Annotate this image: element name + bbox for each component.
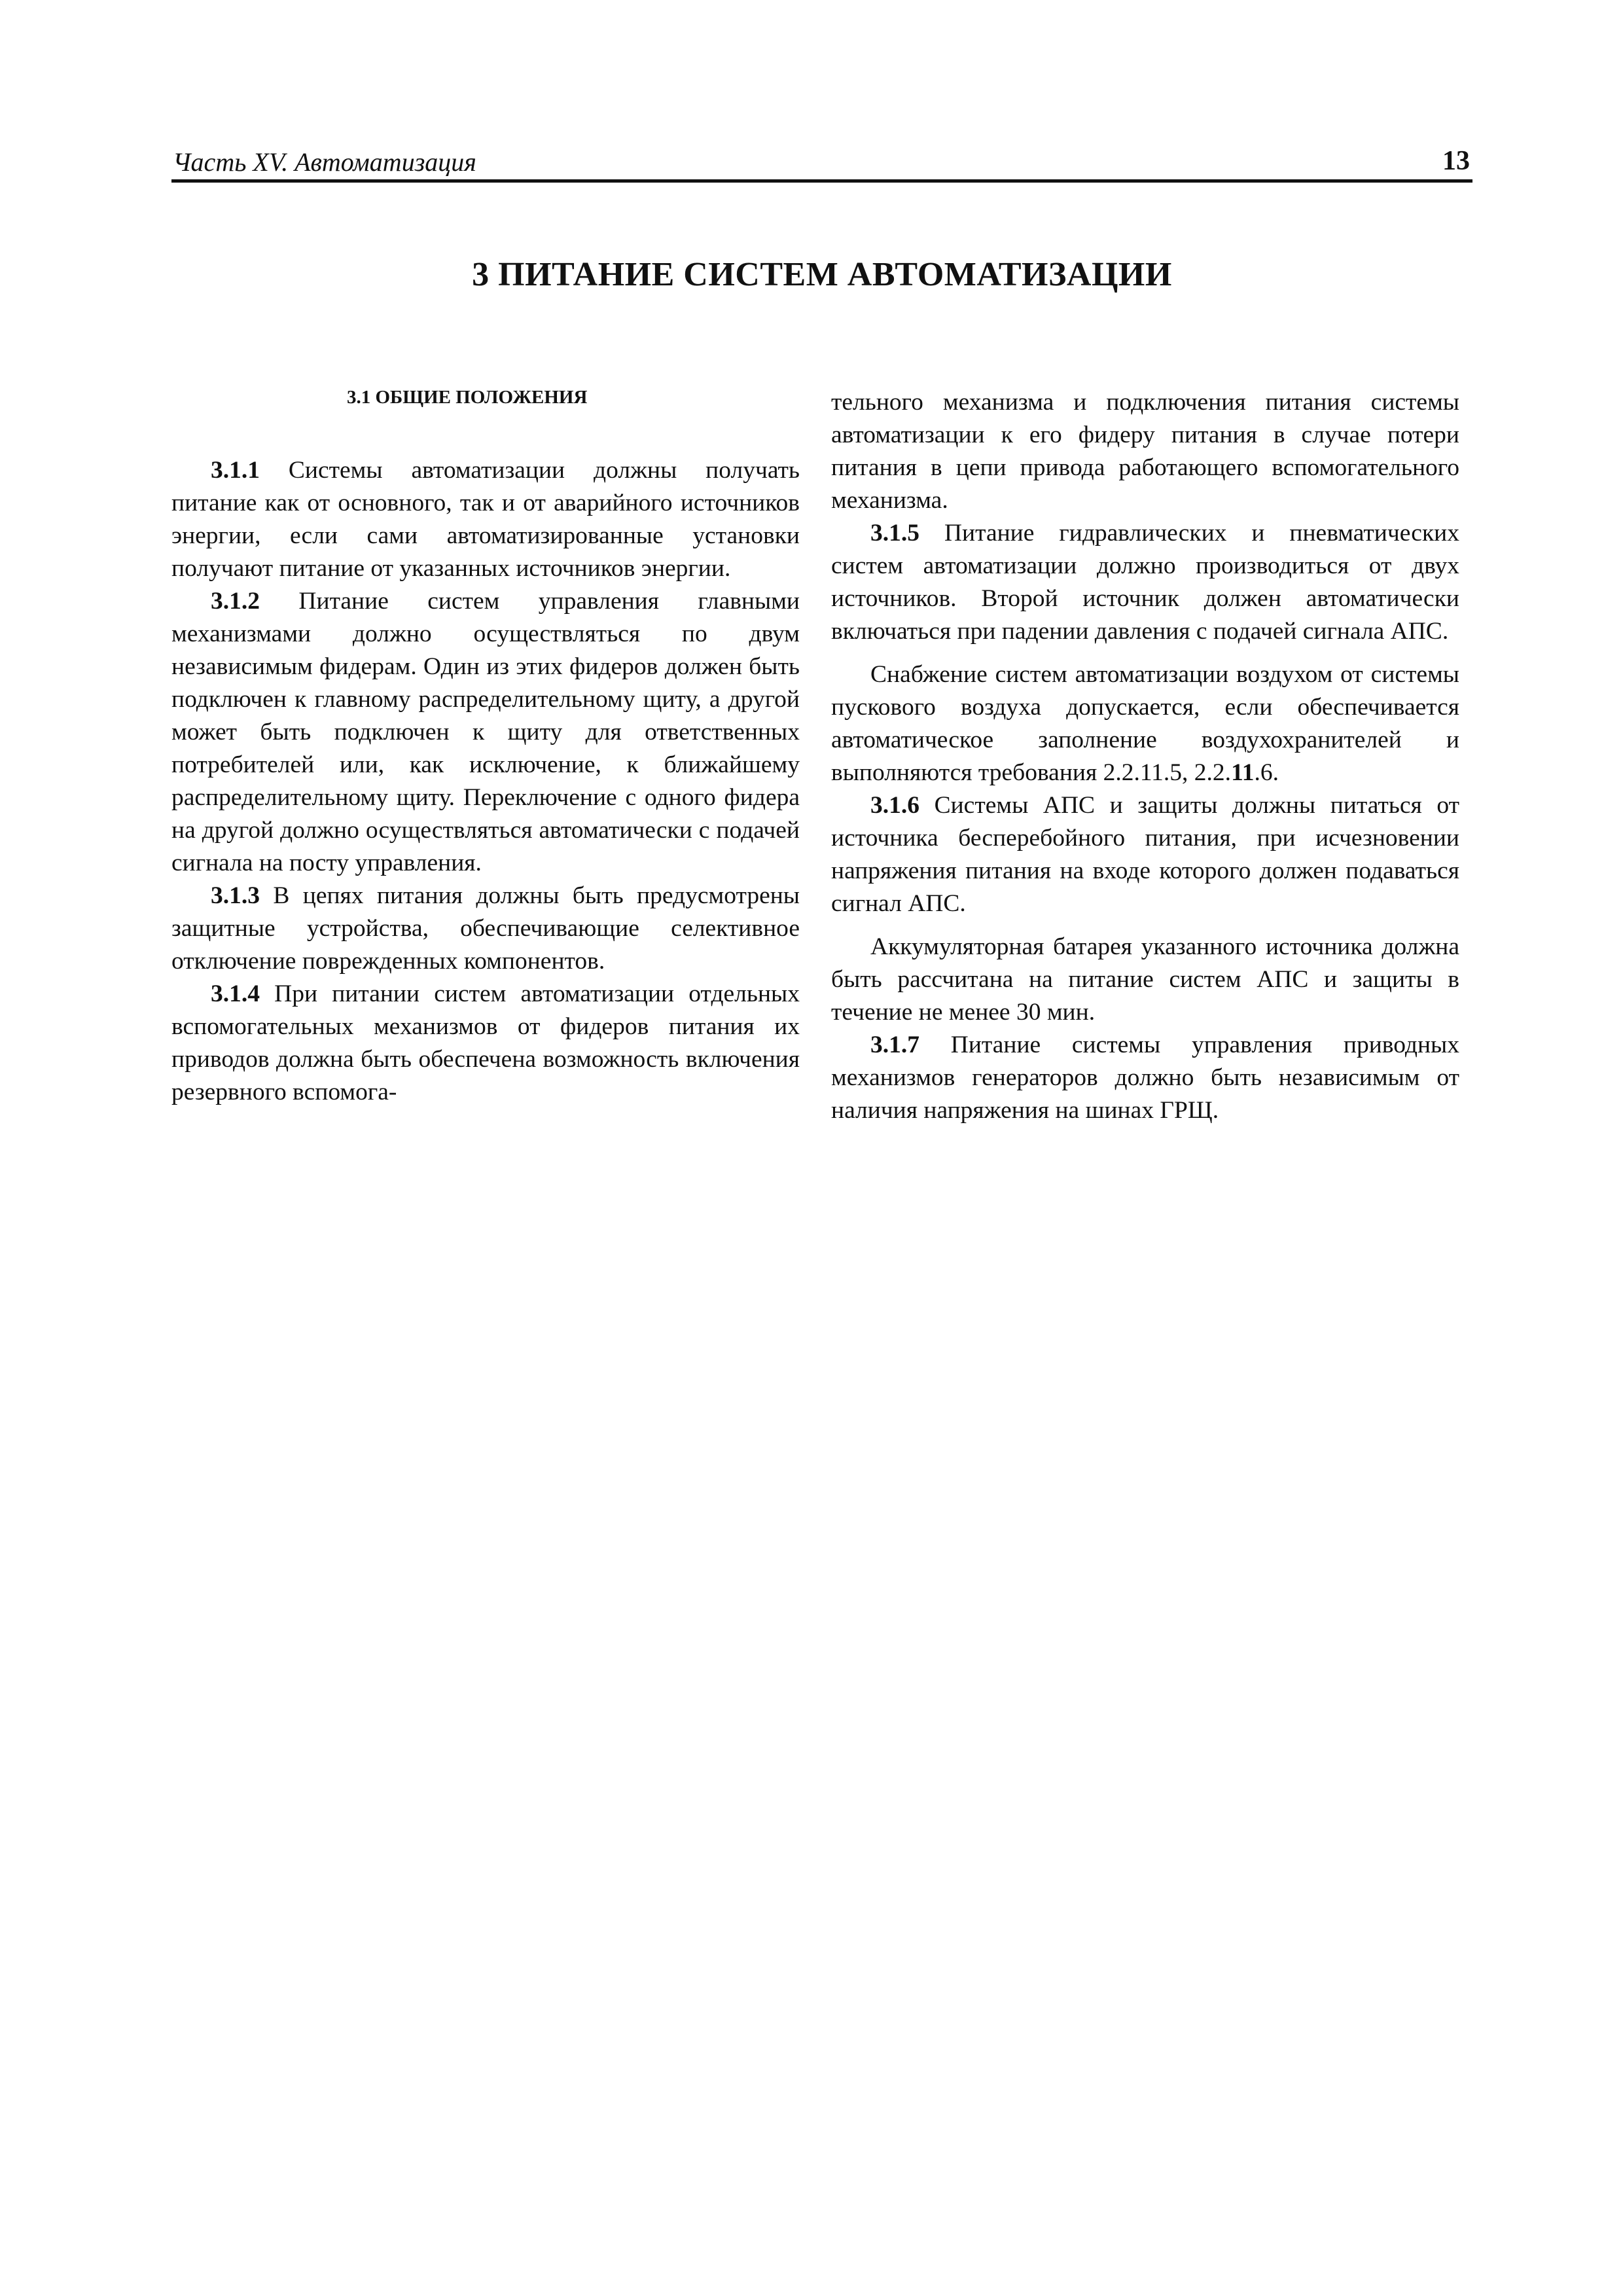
reference-bold: 11 xyxy=(1231,759,1255,786)
paragraph-text: В цепях питания должны быть предусмотрены защитные устройства, обеспечивающие селективное отключение поврежденных компонентов. xyxy=(171,882,800,975)
clause-number: 3.1.5 xyxy=(870,520,919,547)
paragraph-battery: Аккумуляторная батарея указанного источника должна быть рассчитана на питание систем АПС и защиты в течение не менее 30 мин. xyxy=(831,933,1459,1026)
paragraph-3-1-6 xyxy=(831,789,1459,920)
clause-number: 3.1.2 xyxy=(211,588,260,615)
clause-number: 3.1.7 xyxy=(870,1031,919,1058)
left-column xyxy=(171,386,800,1109)
paragraph-text: Питание системы управления приводных механизмов генераторов должно быть независимым от наличия напряжения на шинах ГРЩ. xyxy=(831,1031,1459,1124)
paragraph-3-1-4 xyxy=(171,978,800,1109)
paragraph-3-1-5 xyxy=(831,517,1459,648)
right-column xyxy=(831,386,1459,1127)
paragraph-text: Системы АПС и защиты должны питаться от источника бесперебойного питания, при исчезновении напряжения питания на входе которого должен подаваться сигнал АПС. xyxy=(831,792,1459,917)
clause-number: 3.1.4 xyxy=(211,980,260,1007)
clause-number: 3.1.3 xyxy=(211,882,260,909)
paragraph-3-1-4-continued: тельного механизма и подключения питания системы автоматизации к его фидеру питания в случае потери питания в цепи привода работающего вспомогательного механизма. xyxy=(831,389,1459,514)
paragraph-text-end: .6. xyxy=(1254,759,1279,786)
page-number: 13 xyxy=(1442,146,1470,176)
paragraph-text: Системы автоматизации должны получать питание как от основного, так и от аварийного источников энергии, если сами автоматизированные установки получают питание от указанных источников энергии. xyxy=(171,457,800,582)
running-title: Часть XV. Автоматизация xyxy=(173,147,476,177)
running-header xyxy=(171,139,1472,183)
paragraph-3-1-1 xyxy=(171,454,800,585)
clause-number: 3.1.1 xyxy=(211,457,260,484)
paragraph-text: Питание гидравлических и пневматических систем автоматизации должно производиться от двух источников. Второй источник должен автоматически включаться при падении давления с подачей сигнала АПС. xyxy=(831,520,1459,645)
paragraph-3-1-2 xyxy=(171,585,800,880)
paragraph-text: Снабжение систем автоматизации воздухом от системы пускового воздуха допускается, если обеспечивается автоматическое заполнение воздухохранителей и выполняются требования 2.2.11.5, 2.2. xyxy=(831,661,1459,786)
chapter-title: 3 ПИТАНИЕ СИСТЕМ АВТОМАТИЗАЦИИ xyxy=(472,256,1172,293)
paragraph-3-1-7 xyxy=(831,1029,1459,1127)
paragraph-air-supply xyxy=(831,658,1459,789)
clause-number: 3.1.6 xyxy=(870,792,919,819)
paragraph-text: Питание систем управления главными механизмами должно осуществляться по двум независимым фидерам. Один из этих фидеров должен быть подключен к главному распределительному щиту, а другой может быть подключен к щиту для ответственных потребителей или, как исключение, к ближайшему распределительному щиту. Переключение с одного фидера на другой должно осуществляться автоматически с подачей сигнала на посту управления. xyxy=(171,588,800,876)
paragraph-text: При питании систем автоматизации отдельных вспомогательных механизмов от фидеров питания их приводов должна быть обеспечена возможность включения резервного вспомога- xyxy=(171,980,800,1105)
paragraph-3-1-3 xyxy=(171,880,800,978)
section-heading: 3.1 ОБЩИЕ ПОЛОЖЕНИЯ xyxy=(347,387,588,408)
